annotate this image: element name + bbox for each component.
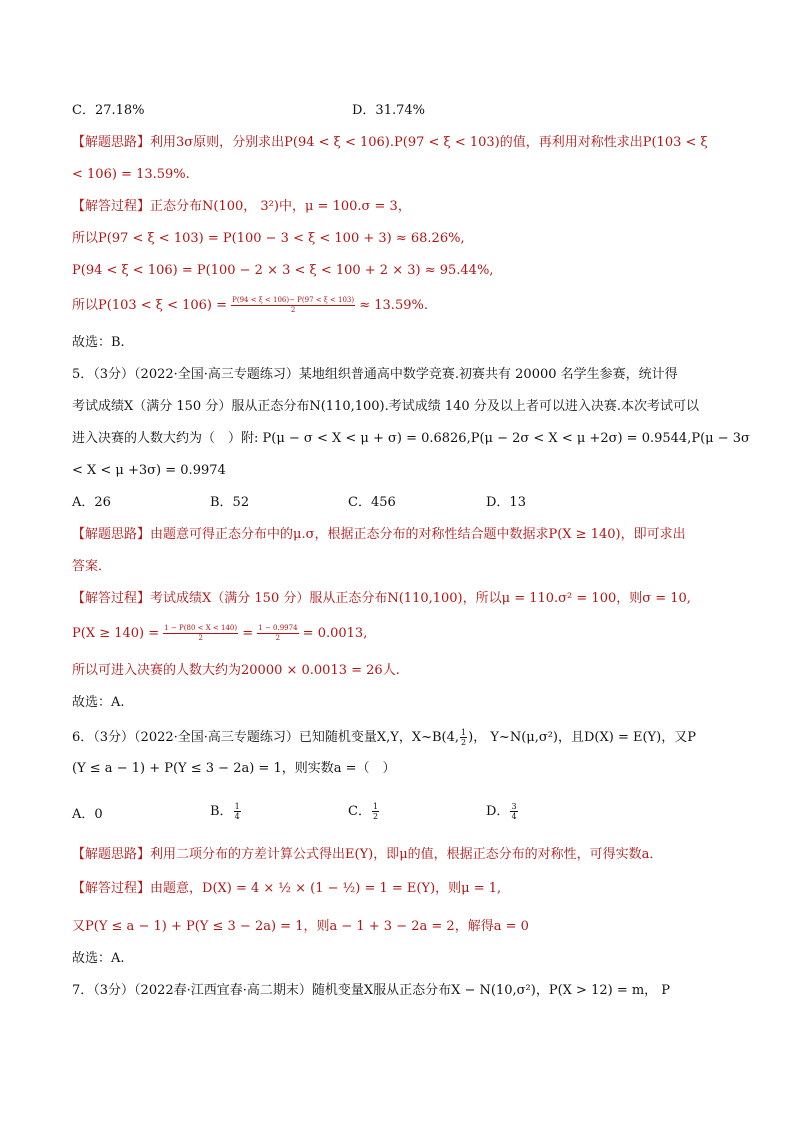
- q5-option-c: C．456: [348, 495, 396, 510]
- solution-idea-tag: 【解题思路】: [72, 527, 151, 542]
- q4-fraction: [231, 296, 355, 315]
- q5-fraction-2: [257, 624, 298, 643]
- q5-stem-2: 考试成绩X（满分 150 分）服从正态分布N(110,100).考试成绩 140 分及以上者可以进入决赛.本次考试可以: [72, 399, 699, 414]
- q5-option-a: A．26: [72, 495, 111, 510]
- q6-stem-fraction: [460, 728, 467, 747]
- q4-line-3-prefix: 所以P(103 < ξ < 106) =: [72, 298, 232, 313]
- q6-line-1: 又P(Y ≤ a − 1) + P(Y ≤ 3 − 2a) = 1，则a − 1 + 3 − 2a = 2，解得a = 0: [72, 919, 529, 934]
- q5-stem-1: 5．（3分）（2022·全国·高三专题练习）某地组织普通高中数学竞赛.初赛共有 20000 名学生参赛，统计得: [72, 367, 678, 382]
- q5-idea-text: 由题意可得正态分布中的μ.σ，根据正态分布的对称性结合题中数据求P(X ≥ 140)，即可求出: [150, 527, 686, 542]
- q5-option-d: D．13: [486, 495, 526, 510]
- q5-fraction-2-num: 1 − 0.9974: [258, 624, 298, 632]
- solution-process-tag: 【解答过程】: [72, 591, 151, 606]
- q4-fraction-den: 2: [290, 306, 296, 314]
- q6-option-b-den: 4: [234, 812, 240, 821]
- q6-stem-fraction-num: 1: [461, 728, 467, 737]
- q4-answer: 故选：B.: [72, 335, 125, 350]
- q5-line-1: [72, 624, 367, 643]
- q7-stem-1: 7．（3分）（2022春·江西宜春·高二期末）随机变量X服从正态分布X − N(10,σ²)，P(X > 12) = m， P: [72, 983, 671, 998]
- q6-stem-1-suffix: )， Y~N(μ,σ²)，且D(X) = E(Y)，又P: [468, 730, 696, 745]
- q6-option-b-num: 1: [234, 802, 240, 811]
- q5-fraction-2-den: 2: [275, 634, 281, 642]
- q6-stem-fraction-den: 2: [461, 738, 467, 747]
- q5-line-1-mid: =: [238, 626, 258, 641]
- q6-stem-2: (Y ≤ a − 1) + P(Y ≤ 3 − 2a) = 1，则实数a =（ ）: [72, 761, 396, 776]
- q6-stem-1: [72, 728, 696, 747]
- q5-solution-process: [72, 590, 691, 608]
- q5-line-2: 所以可进入决赛的人数大约为20000 × 0.0013 = 26人.: [72, 663, 400, 678]
- q6-option-c-den: 2: [372, 812, 379, 821]
- q4-line-1: 所以P(97 < ξ < 103) = P(100 − 3 < ξ < 100 + 3) ≈ 68.26%,: [72, 231, 465, 246]
- q6-idea-text: 利用二项分布的方差计算公式得出E(Y)，即μ的值，根据正态分布的对称性，可得实数a．: [150, 847, 663, 862]
- q6-option-c: [348, 802, 380, 821]
- q4-process-text: 正态分布N(100， 3²)中，μ = 100.σ = 3，: [150, 199, 411, 214]
- q4-option-c: C．27.18%: [72, 103, 145, 118]
- q5-solution-idea: [72, 526, 686, 544]
- q5-stem-3: 进入决赛的人数大约为（ ）附: P(μ − σ < X < μ + σ) = 0.6826,P(μ − 2σ < X < μ +2σ) = 0.9544,P(μ − 3σ: [72, 431, 750, 446]
- q5-stem-4: < X < μ +3σ) = 0.9974: [72, 463, 226, 478]
- q4-line-3-suffix: ≈ 13.59%.: [355, 298, 428, 313]
- q6-process-text: 由题意，D(X) = 4 × ½ × (1 − ½) = 1 = E(Y)，则μ = 1,: [150, 881, 502, 896]
- q4-idea-text: 利用3σ原则，分别求出P(94 < ξ < 106).P(97 < ξ < 103)的值，再利用对称性求出P(103 < ξ: [150, 135, 708, 150]
- q4-fraction-num: P(94 < ξ < 106)− P(97 < ξ < 103): [232, 296, 355, 304]
- q6-answer: 故选：A.: [72, 951, 125, 966]
- q4-line-2: P(94 < ξ < 106) = P(100 − 2 × 3 < ξ < 100 + 2 × 3) ≈ 95.44%,: [72, 263, 494, 278]
- q6-option-d-num: 3: [511, 802, 517, 811]
- q5-line-1-prefix: P(X ≥ 140) =: [72, 626, 164, 641]
- solution-process-tag: 【解答过程】: [72, 199, 151, 214]
- q6-option-a: A．0: [72, 807, 103, 822]
- q5-fraction-1-num: 1 − P(80 < X < 140): [164, 624, 238, 632]
- q6-solution-idea: [72, 846, 662, 864]
- q6-option-d-label: D．: [486, 804, 510, 819]
- q5-fraction-1-den: 2: [198, 634, 203, 642]
- q4-line-3: [72, 296, 428, 315]
- q6-option-d-den: 4: [511, 812, 517, 821]
- q6-option-b-label: B．: [210, 804, 233, 819]
- q4-idea-text-cont: < 106) = 13.59%.: [72, 167, 190, 182]
- q5-fraction-1: [163, 624, 238, 643]
- solution-idea-tag: 【解题思路】: [72, 847, 151, 862]
- solution-process-tag: 【解答过程】: [72, 881, 151, 896]
- q5-option-b: B．52: [210, 495, 250, 510]
- q6-stem-1-prefix: 6．（3分）（2022·全国·高三专题练习）已知随机变量X,Y，X~B(4,: [72, 730, 460, 745]
- q6-option-b: [210, 802, 242, 821]
- q6-option-b-fraction: [234, 802, 241, 821]
- solution-idea-tag: 【解题思路】: [72, 135, 151, 150]
- q6-option-c-fraction: [372, 802, 379, 821]
- q4-solution-process: [72, 198, 411, 216]
- q6-solution-process: [72, 880, 501, 898]
- q6-option-c-num: 1: [372, 802, 379, 811]
- q6-option-c-label: C．: [348, 804, 371, 819]
- q6-option-d-fraction: [510, 802, 517, 821]
- q5-answer: 故选：A.: [72, 695, 125, 710]
- q5-line-1-suffix: = 0.0013,: [298, 626, 368, 641]
- q5-idea-text-cont: 答案．: [72, 559, 112, 574]
- q4-option-d: D．31.74%: [352, 103, 425, 118]
- q4-solution-idea: [72, 134, 708, 152]
- q6-option-d: [486, 802, 519, 821]
- q5-process-text: 考试成绩X（满分 150 分）服从正态分布N(110,100)，所以μ = 110.σ² = 100，则σ = 10,: [150, 591, 691, 606]
